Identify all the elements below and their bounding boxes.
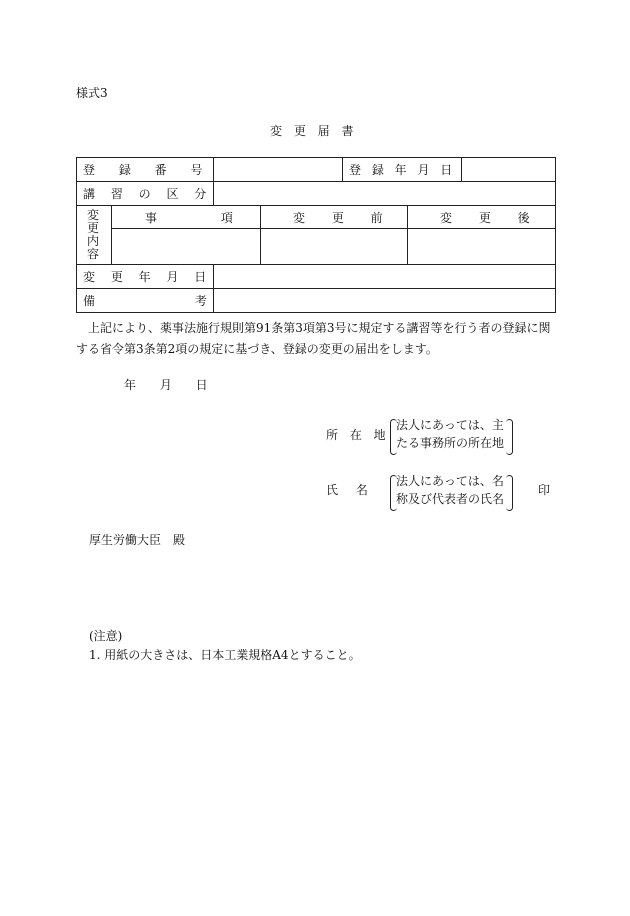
course-category-field[interactable] (214, 182, 555, 204)
address-note-line2: たる事務所の所在地 (396, 436, 505, 450)
label-remarks: 備 考 (83, 294, 207, 308)
label-after-change: 変 更 後 (440, 211, 530, 225)
label-item: 事 項 (145, 211, 233, 225)
page-title: 変 更 届 書 (270, 124, 354, 138)
label-before-change: 変 更 前 (293, 211, 383, 225)
right-bracket (506, 475, 513, 511)
before-change-field[interactable] (261, 229, 406, 263)
name-note-line2: 称及び代表者の氏名 (396, 492, 505, 506)
label-change-date: 変 更 年 月 日 (83, 270, 207, 284)
address-note (396, 416, 504, 452)
label-registration-date: 登 録 年 月 日 (349, 163, 453, 177)
registration-date-field[interactable] (462, 158, 555, 180)
date-line: 年 月 日 (124, 378, 208, 392)
note-item: 1. 用紙の大きさは、日本工業規格A4とすること。 (89, 648, 361, 662)
label-course-category: 講 習 の 区 分 (83, 187, 207, 201)
name-note (396, 472, 504, 508)
label-change-content: 変更内容 (87, 208, 100, 261)
name-label: 氏 名 (326, 483, 368, 497)
address-label: 所 在 地 (326, 428, 386, 442)
form-number: 様式3 (76, 86, 108, 100)
right-bracket (506, 419, 513, 455)
after-change-field[interactable] (408, 229, 555, 263)
notes-heading: (注意) (89, 629, 123, 643)
registration-number-field[interactable] (213, 158, 341, 180)
body-text: 上記により、薬事法施行規則第91条第3項第3号に規定する講習等を行う者の登録に関する省令第3条第2項の規定に基づき、登録の変更の届出をします。 (76, 321, 551, 356)
change-date-field[interactable] (214, 265, 555, 287)
remarks-field[interactable] (214, 289, 555, 312)
change-item-field[interactable] (112, 229, 259, 263)
address-note-line1: 法人にあっては、主 (396, 418, 504, 432)
addressee: 厚生労働大臣 殿 (89, 533, 186, 547)
name-note-line1: 法人にあっては、名 (396, 474, 504, 488)
seal-mark: 印 (538, 483, 551, 497)
label-registration-number: 登 録 番 号 (83, 163, 203, 177)
